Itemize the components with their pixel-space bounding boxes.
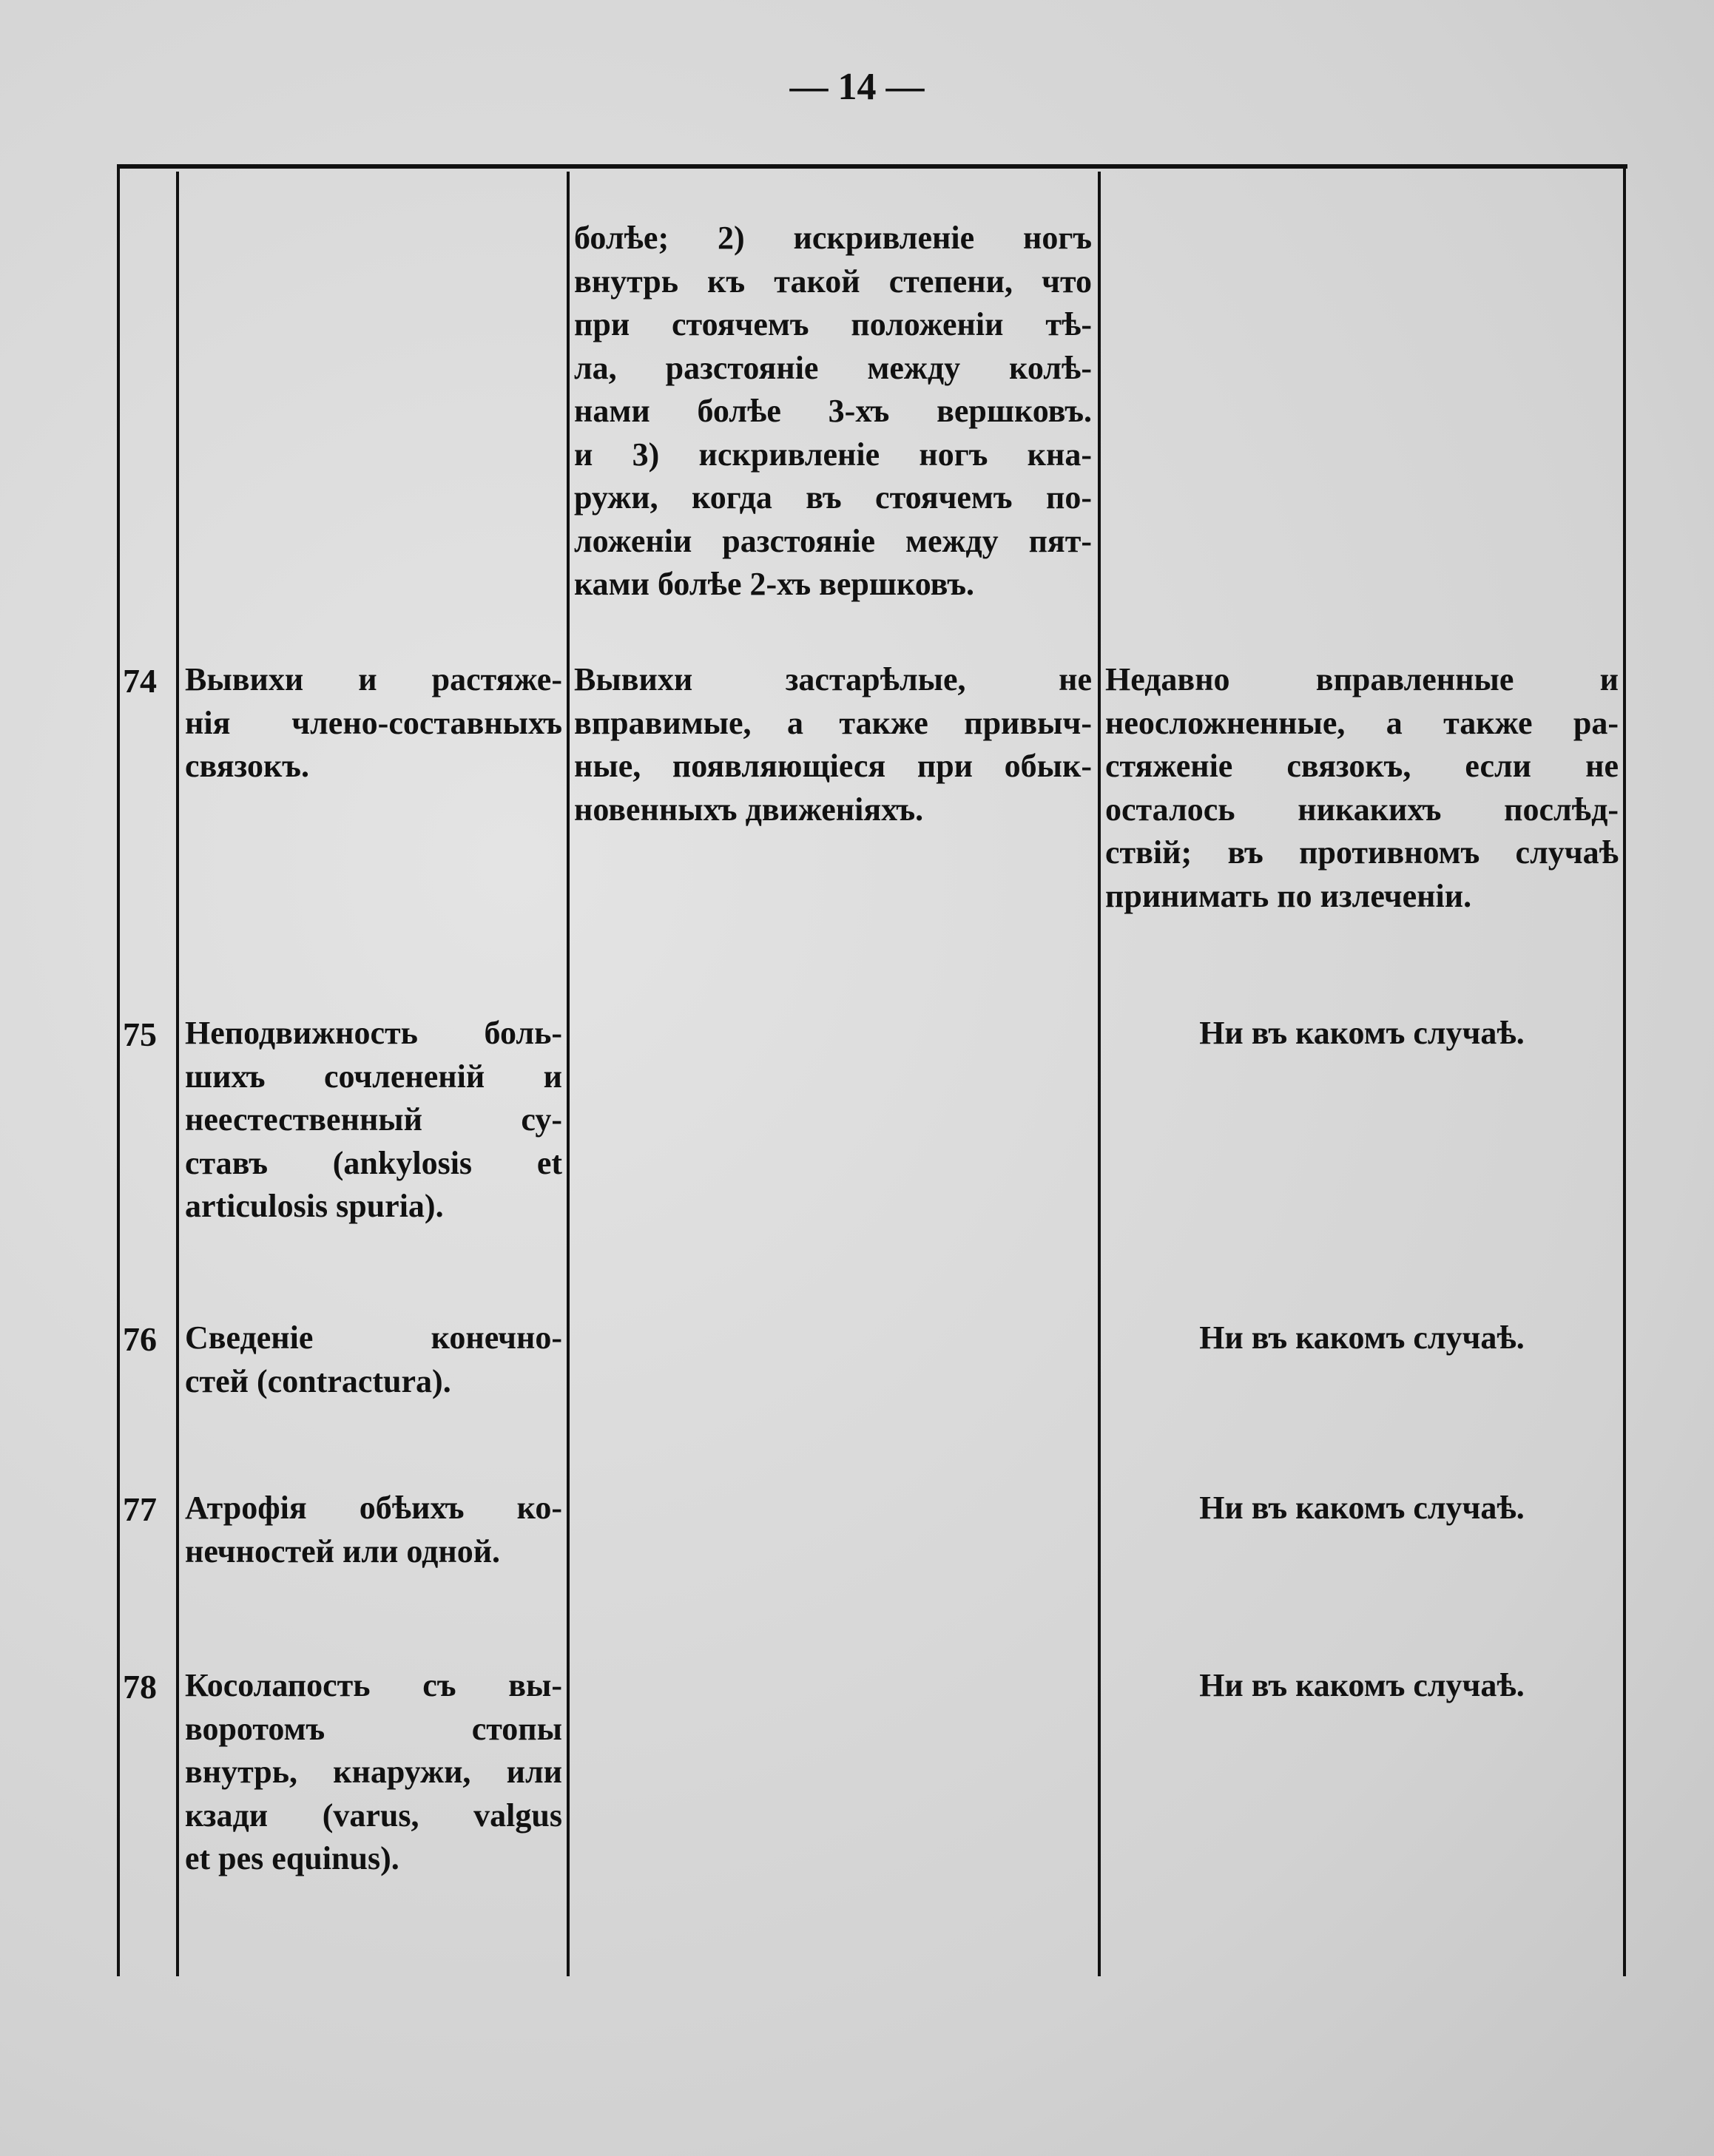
text-line: внутрь, кнаружи, или — [185, 1754, 562, 1790]
table-top-rule — [117, 164, 1627, 169]
page-number: — 14 — — [789, 66, 925, 108]
text-line: ла, разстояніе между колѣ- — [574, 349, 1092, 386]
number-column-divider — [176, 172, 179, 1976]
row-number: 78 — [123, 1668, 157, 1706]
text-line: Вывихи и растяже- — [185, 661, 562, 697]
text-line: кзади (varus, valgus — [185, 1797, 562, 1834]
text-line: et pes equinus). — [185, 1840, 399, 1876]
text-line: ставъ (ankylosis et — [185, 1144, 562, 1181]
continued-unfit-text — [574, 217, 1092, 606]
fit-condition — [1105, 1012, 1619, 1055]
text-line: ложеніи разстояніе между пят- — [574, 522, 1092, 559]
text-line: нія члено-составныхъ — [185, 704, 562, 741]
text-line: шихъ сочлененій и — [185, 1058, 562, 1095]
text-line: стей (contractura). — [185, 1362, 451, 1399]
text-line: Ни въ какомъ случаѣ. — [1199, 1319, 1525, 1356]
text-line: вправимые, а также привыч- — [574, 704, 1092, 741]
text-line: Ни въ какомъ случаѣ. — [1199, 1490, 1525, 1526]
text-line: неестественный су- — [185, 1101, 562, 1138]
text-line: ствій; въ противномъ случаѣ — [1105, 834, 1619, 871]
text-line: articulosis spuria). — [185, 1188, 444, 1224]
text-line: новенныхъ движеніяхъ. — [574, 791, 924, 828]
text-line: нами болѣе 3-хъ вершковъ. — [574, 393, 1092, 429]
text-line: Недавно вправленные и — [1105, 661, 1619, 697]
text-line: и 3) искривленіе ногъ кна- — [574, 436, 1092, 473]
fit-condition — [1105, 1664, 1619, 1708]
text-line: внутрь къ такой степени, что — [574, 263, 1092, 300]
text-line: Ни въ какомъ случаѣ. — [1199, 1015, 1525, 1051]
fit-condition — [1105, 1487, 1619, 1530]
text-line: болѣе; 2) искривленіе ногъ — [574, 220, 1092, 256]
text-line: осталось никакихъ послѣд- — [1105, 791, 1619, 828]
table-right-border — [1623, 164, 1626, 1976]
text-line: нечностей или одной. — [185, 1532, 501, 1569]
text-line: ные, появляющіеся при обык- — [574, 748, 1092, 784]
text-line: Сведеніе конечно- — [185, 1319, 562, 1356]
fit-condition — [1105, 658, 1619, 918]
text-line: Атрофія обѣихъ ко- — [185, 1490, 562, 1526]
table-left-border — [117, 164, 120, 1976]
unfit-column-divider — [1098, 172, 1101, 1976]
row-number: 77 — [123, 1490, 157, 1528]
text-line: ками болѣе 2-хъ вершковъ. — [574, 566, 974, 602]
disease-name — [185, 1664, 562, 1881]
unfit-condition — [574, 658, 1092, 831]
disease-name — [185, 1487, 562, 1573]
fit-condition — [1105, 1317, 1619, 1360]
row-number: 74 — [123, 662, 157, 700]
text-line: Косолапость съ вы- — [185, 1667, 562, 1703]
row-number: 75 — [123, 1016, 157, 1053]
text-line: неосложненные, а также ра- — [1105, 704, 1619, 741]
text-line: связокъ. — [185, 748, 309, 784]
text-line: Вывихи застарѣлые, не — [574, 661, 1092, 697]
disease-name — [185, 1317, 562, 1403]
disease-name — [185, 1012, 562, 1229]
text-line: Ни въ какомъ случаѣ. — [1199, 1667, 1525, 1703]
text-line: при стоячемъ положеніи тѣ- — [574, 306, 1092, 342]
text-line: ружи, когда въ стоячемъ по- — [574, 479, 1092, 516]
text-line: стяженіе связокъ, если не — [1105, 748, 1619, 784]
disease-name — [185, 658, 562, 788]
text-line: воротомъ стопы — [185, 1710, 562, 1747]
row-number: 76 — [123, 1320, 157, 1358]
text-line: Неподвижность боль- — [185, 1015, 562, 1051]
text-line: принимать по излеченіи. — [1105, 877, 1472, 914]
disease-column-divider — [567, 172, 570, 1976]
